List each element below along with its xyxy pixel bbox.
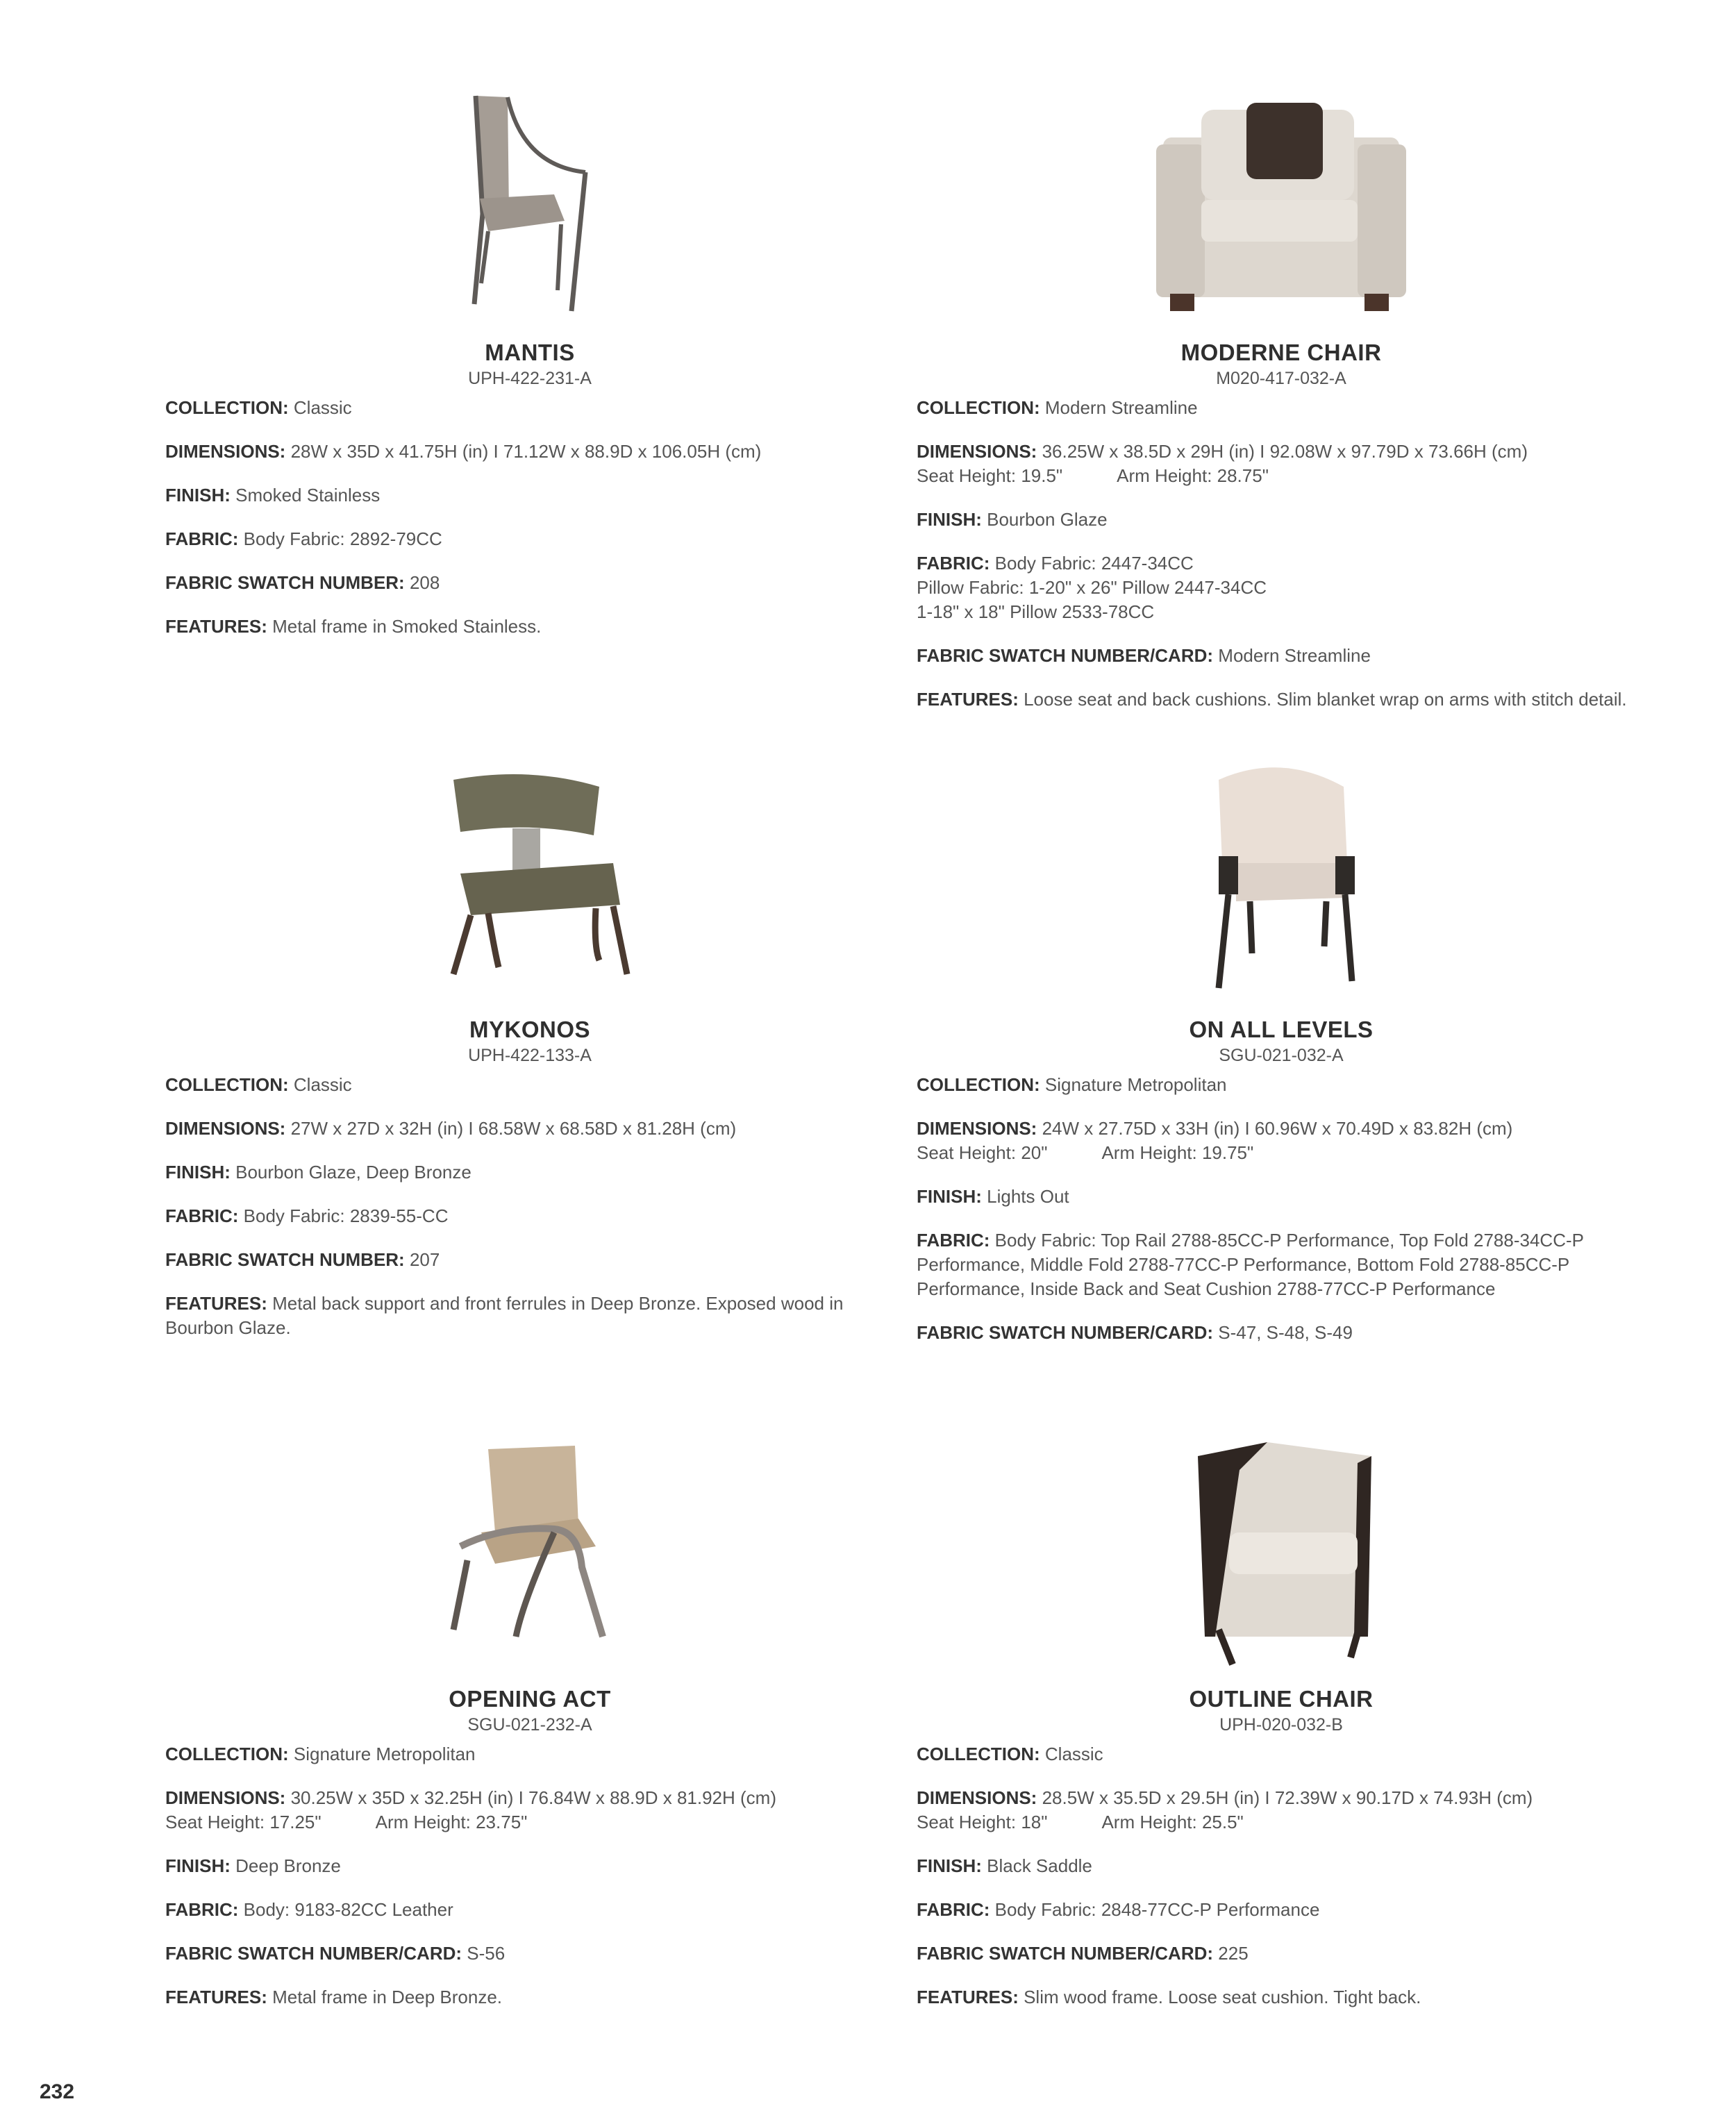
- outline-chair-image: [917, 1428, 1646, 1685]
- dimensions-field: DIMENSIONS: 36.25W x 38.5D x 29H (in) I 92.08W x 97.79D x 73.66H (cm) Seat Height: 19.5" Arm Height: 28.75": [917, 441, 1528, 486]
- arm-height: Arm Height: 23.75": [375, 1812, 528, 1832]
- dimensions-field: DIMENSIONS: 28.5W x 35.5D x 29.5H (in) I 72.39W x 90.17D x 74.93H (cm) Seat Height: 18" Arm Height: 25.5": [917, 1787, 1533, 1832]
- dimensions-field: DIMENSIONS: 28W x 35D x 41.75H (in) I 71.12W x 88.9D x 106.05H (cm): [165, 441, 762, 462]
- page-number: 232: [40, 2080, 75, 2103]
- opening-act-chair-image: [165, 1428, 894, 1685]
- product-title: MODERNE CHAIR: [1180, 340, 1382, 365]
- features-field: FEATURES: Slim wood frame. Loose seat cushion. Tight back.: [917, 1987, 1421, 2007]
- swatch-field: FABRIC SWATCH NUMBER/CARD: S-56: [165, 1943, 506, 1964]
- arm-height: Arm Height: 25.5": [1101, 1812, 1244, 1832]
- product-sku: UPH-422-231-A: [468, 369, 592, 388]
- on-all-levels-chair-image: [917, 759, 1646, 1016]
- fabric-field: FABRIC: Body Fabric: 2839-55-CC: [165, 1205, 449, 1226]
- product-title: OPENING ACT: [449, 1686, 611, 1712]
- product-sku: SGU-021-032-A: [1219, 1046, 1344, 1065]
- swatch-field: FABRIC SWATCH NUMBER: 207: [165, 1249, 440, 1270]
- product-sku: UPH-020-032-B: [1219, 1715, 1343, 1735]
- fabric-field: FABRIC: Body Fabric: 2447-34CC Pillow Fabric: 1-20" x 26" Pillow 2447-34CC 1-18" x 18" Pillow 2533-78CC: [917, 553, 1267, 622]
- mykonos-chair-image: [165, 759, 894, 1016]
- seat-height: Seat Height: 17.25": [165, 1812, 322, 1832]
- finish-field: FINISH: Bourbon Glaze, Deep Bronze: [165, 1162, 471, 1183]
- seat-height: Seat Height: 19.5": [917, 465, 1063, 486]
- swatch-field: FABRIC SWATCH NUMBER/CARD: S-47, S-48, S-49: [917, 1322, 1353, 1343]
- dimensions-field: DIMENSIONS: 24W x 27.75D x 33H (in) I 60.96W x 70.49D x 83.82H (cm) Seat Height: 20" Arm Height: 19.75": [917, 1118, 1513, 1163]
- fabric-field: FABRIC: Body Fabric: 2848-77CC-P Performance: [917, 1899, 1320, 1920]
- features-field: FEATURES: Metal frame in Smoked Stainless.: [165, 616, 542, 637]
- product-sku: SGU-021-232-A: [467, 1715, 592, 1735]
- product-title: MYKONOS: [469, 1017, 590, 1042]
- collection-field: COLLECTION: Classic: [165, 1074, 352, 1095]
- collection-field: COLLECTION: Classic: [165, 397, 352, 418]
- features-field: FEATURES: Loose seat and back cushions. Slim blanket wrap on arms with stitch detail.: [917, 689, 1627, 710]
- product-title: ON ALL LEVELS: [1189, 1017, 1374, 1042]
- finish-field: FINISH: Deep Bronze: [165, 1855, 341, 1876]
- swatch-field: FABRIC SWATCH NUMBER/CARD: 225: [917, 1943, 1249, 1964]
- finish-field: FINISH: Bourbon Glaze: [917, 509, 1108, 530]
- finish-field: FINISH: Smoked Stainless: [165, 485, 381, 506]
- fabric-field: FABRIC: Body Fabric: Top Rail 2788-85CC-P Performance, Top Fold 2788-34CC-P Performance, Middle Fold 2788-77CC-P Performance, Bottom Fold 2788-85CC-P Performance, Inside Back and Seat Cushion 2788-77CC-P Performance: [917, 1230, 1584, 1299]
- dimensions-field: DIMENSIONS: 27W x 27D x 32H (in) I 68.58W x 68.58D x 81.28H (cm): [165, 1118, 737, 1139]
- collection-field: COLLECTION: Signature Metropolitan: [917, 1074, 1227, 1095]
- finish-field: FINISH: Black Saddle: [917, 1855, 1092, 1876]
- swatch-field: FABRIC SWATCH NUMBER/CARD: Modern Streamline: [917, 645, 1371, 666]
- fabric-field: FABRIC: Body Fabric: 2892-79CC: [165, 528, 442, 549]
- product-title: OUTLINE CHAIR: [1189, 1686, 1374, 1712]
- seat-height: Seat Height: 20": [917, 1142, 1048, 1163]
- dimensions-field: DIMENSIONS: 30.25W x 35D x 32.25H (in) I 76.84W x 88.9D x 81.92H (cm) Seat Height: 17.25" Arm Height: 23.75": [165, 1787, 776, 1832]
- arm-height: Arm Height: 28.75": [1117, 465, 1269, 486]
- product-sku: M020-417-032-A: [1216, 369, 1346, 388]
- moderne-chair-image: [917, 82, 1646, 339]
- collection-field: COLLECTION: Signature Metropolitan: [165, 1744, 476, 1764]
- finish-field: FINISH: Lights Out: [917, 1186, 1069, 1207]
- mantis-chair-image: [165, 82, 894, 339]
- arm-height: Arm Height: 19.75": [1101, 1142, 1254, 1163]
- features-field: FEATURES: Metal back support and front ferrules in Deep Bronze. Exposed wood in Bourbon Glaze.: [165, 1293, 844, 1338]
- fabric-field: FABRIC: Body: 9183-82CC Leather: [165, 1899, 453, 1920]
- collection-field: COLLECTION: Modern Streamline: [917, 397, 1198, 418]
- collection-field: COLLECTION: Classic: [917, 1744, 1103, 1764]
- product-title: MANTIS: [485, 340, 575, 365]
- seat-height: Seat Height: 18": [917, 1812, 1048, 1832]
- swatch-field: FABRIC SWATCH NUMBER: 208: [165, 572, 440, 593]
- features-field: FEATURES: Metal frame in Deep Bronze.: [165, 1987, 503, 2007]
- product-sku: UPH-422-133-A: [468, 1046, 592, 1065]
